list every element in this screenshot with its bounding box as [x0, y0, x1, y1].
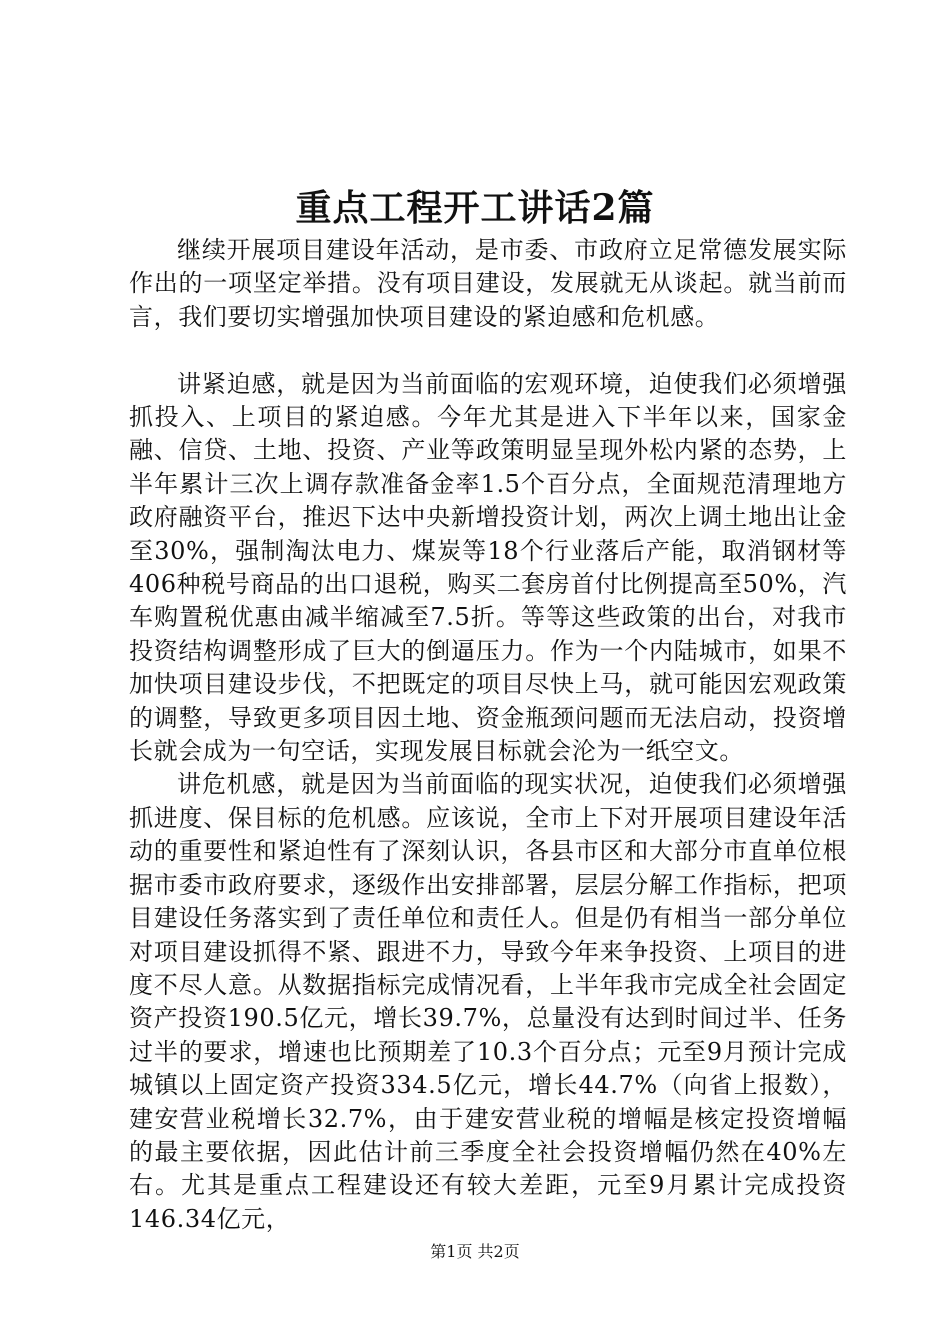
paragraph-urgency: 讲紧迫感，就是因为当前面临的宏观环境，迫使我们必须增强抓投入、上项目的紧迫感。今年尤其是进入下半年以来，国家金融、信贷、土地、投资、产业等政策明显呈现外松内紧的态势，上半年累计三次上调存款准备金率1.5个百分点，全面规范清理地方政府融资平台，推迟下达中央新增投资计划，两次上调土地出让金至30%，强制淘汰电力、煤炭等18个行业落后产能，取消钢材等406种税号商品的出口退税，购买二套房首付比例提高至50%，汽车购置税优惠由减半缩减至7.5折。等等这些政策的出台，对我市投资结构调整形成了巨大的倒逼压力。作为一个内陆城市，如果不加快项目建设步伐，不把既定的项目尽快上马，就可能因宏观政策的调整，导致更多项目因土地、资金瓶颈问题而无法启动，投资增长就会成为一句空话，实现发展目标就会沦为一纸空文。 — [129, 369, 847, 766]
paragraph-gap — [129, 334, 847, 367]
paragraph-crisis: 讲危机感，就是因为当前面临的现实状况，迫使我们必须增强抓进度、保目标的危机感。应该说，全市上下对开展项目建设年活动的重要性和紧迫性有了深刻认识，各县市区和大部分市直单位根据市委市政府要求，逐级作出安排部署，层层分解工作指标，把项目建设任务落实到了责任单位和责任人。但是仍有相当一部分单位对项目建设抓得不紧、跟进不力，导致今年来争投资、上项目的进度不尽人意。从数据指标完成情况看，上半年我市完成全社会固定资产投资190.5亿元，增长39.7%，总量没有达到时间过半、任务过半的要求，增速也比预期差了10.3个百分点；元至9月预计完成城镇以上固定资产投资334.5亿元，增长44.7%（向省上报数），建安营业税增长32.7%，由于建安营业税的增幅是核定投资增幅的最主要依据，因此估计前三季度全社会投资增幅仍然在40%左右。尤其是重点工程建设还有较大差距，元至9月累计完成投资146.34亿元， — [129, 770, 847, 1233]
document-title: 重点工程开工讲话2篇 — [295, 187, 655, 229]
page-footer: 第1页 共2页 — [430, 1242, 520, 1261]
paragraph-intro: 继续开展项目建设年活动，是市委、市政府立足常德发展实际作出的一项坚定举措。没有项目建设，发展就无从谈起。就当前而言，我们要切实增强加快项目建设的紧迫感和危机感。 — [129, 236, 847, 331]
document-body — [129, 234, 847, 1236]
